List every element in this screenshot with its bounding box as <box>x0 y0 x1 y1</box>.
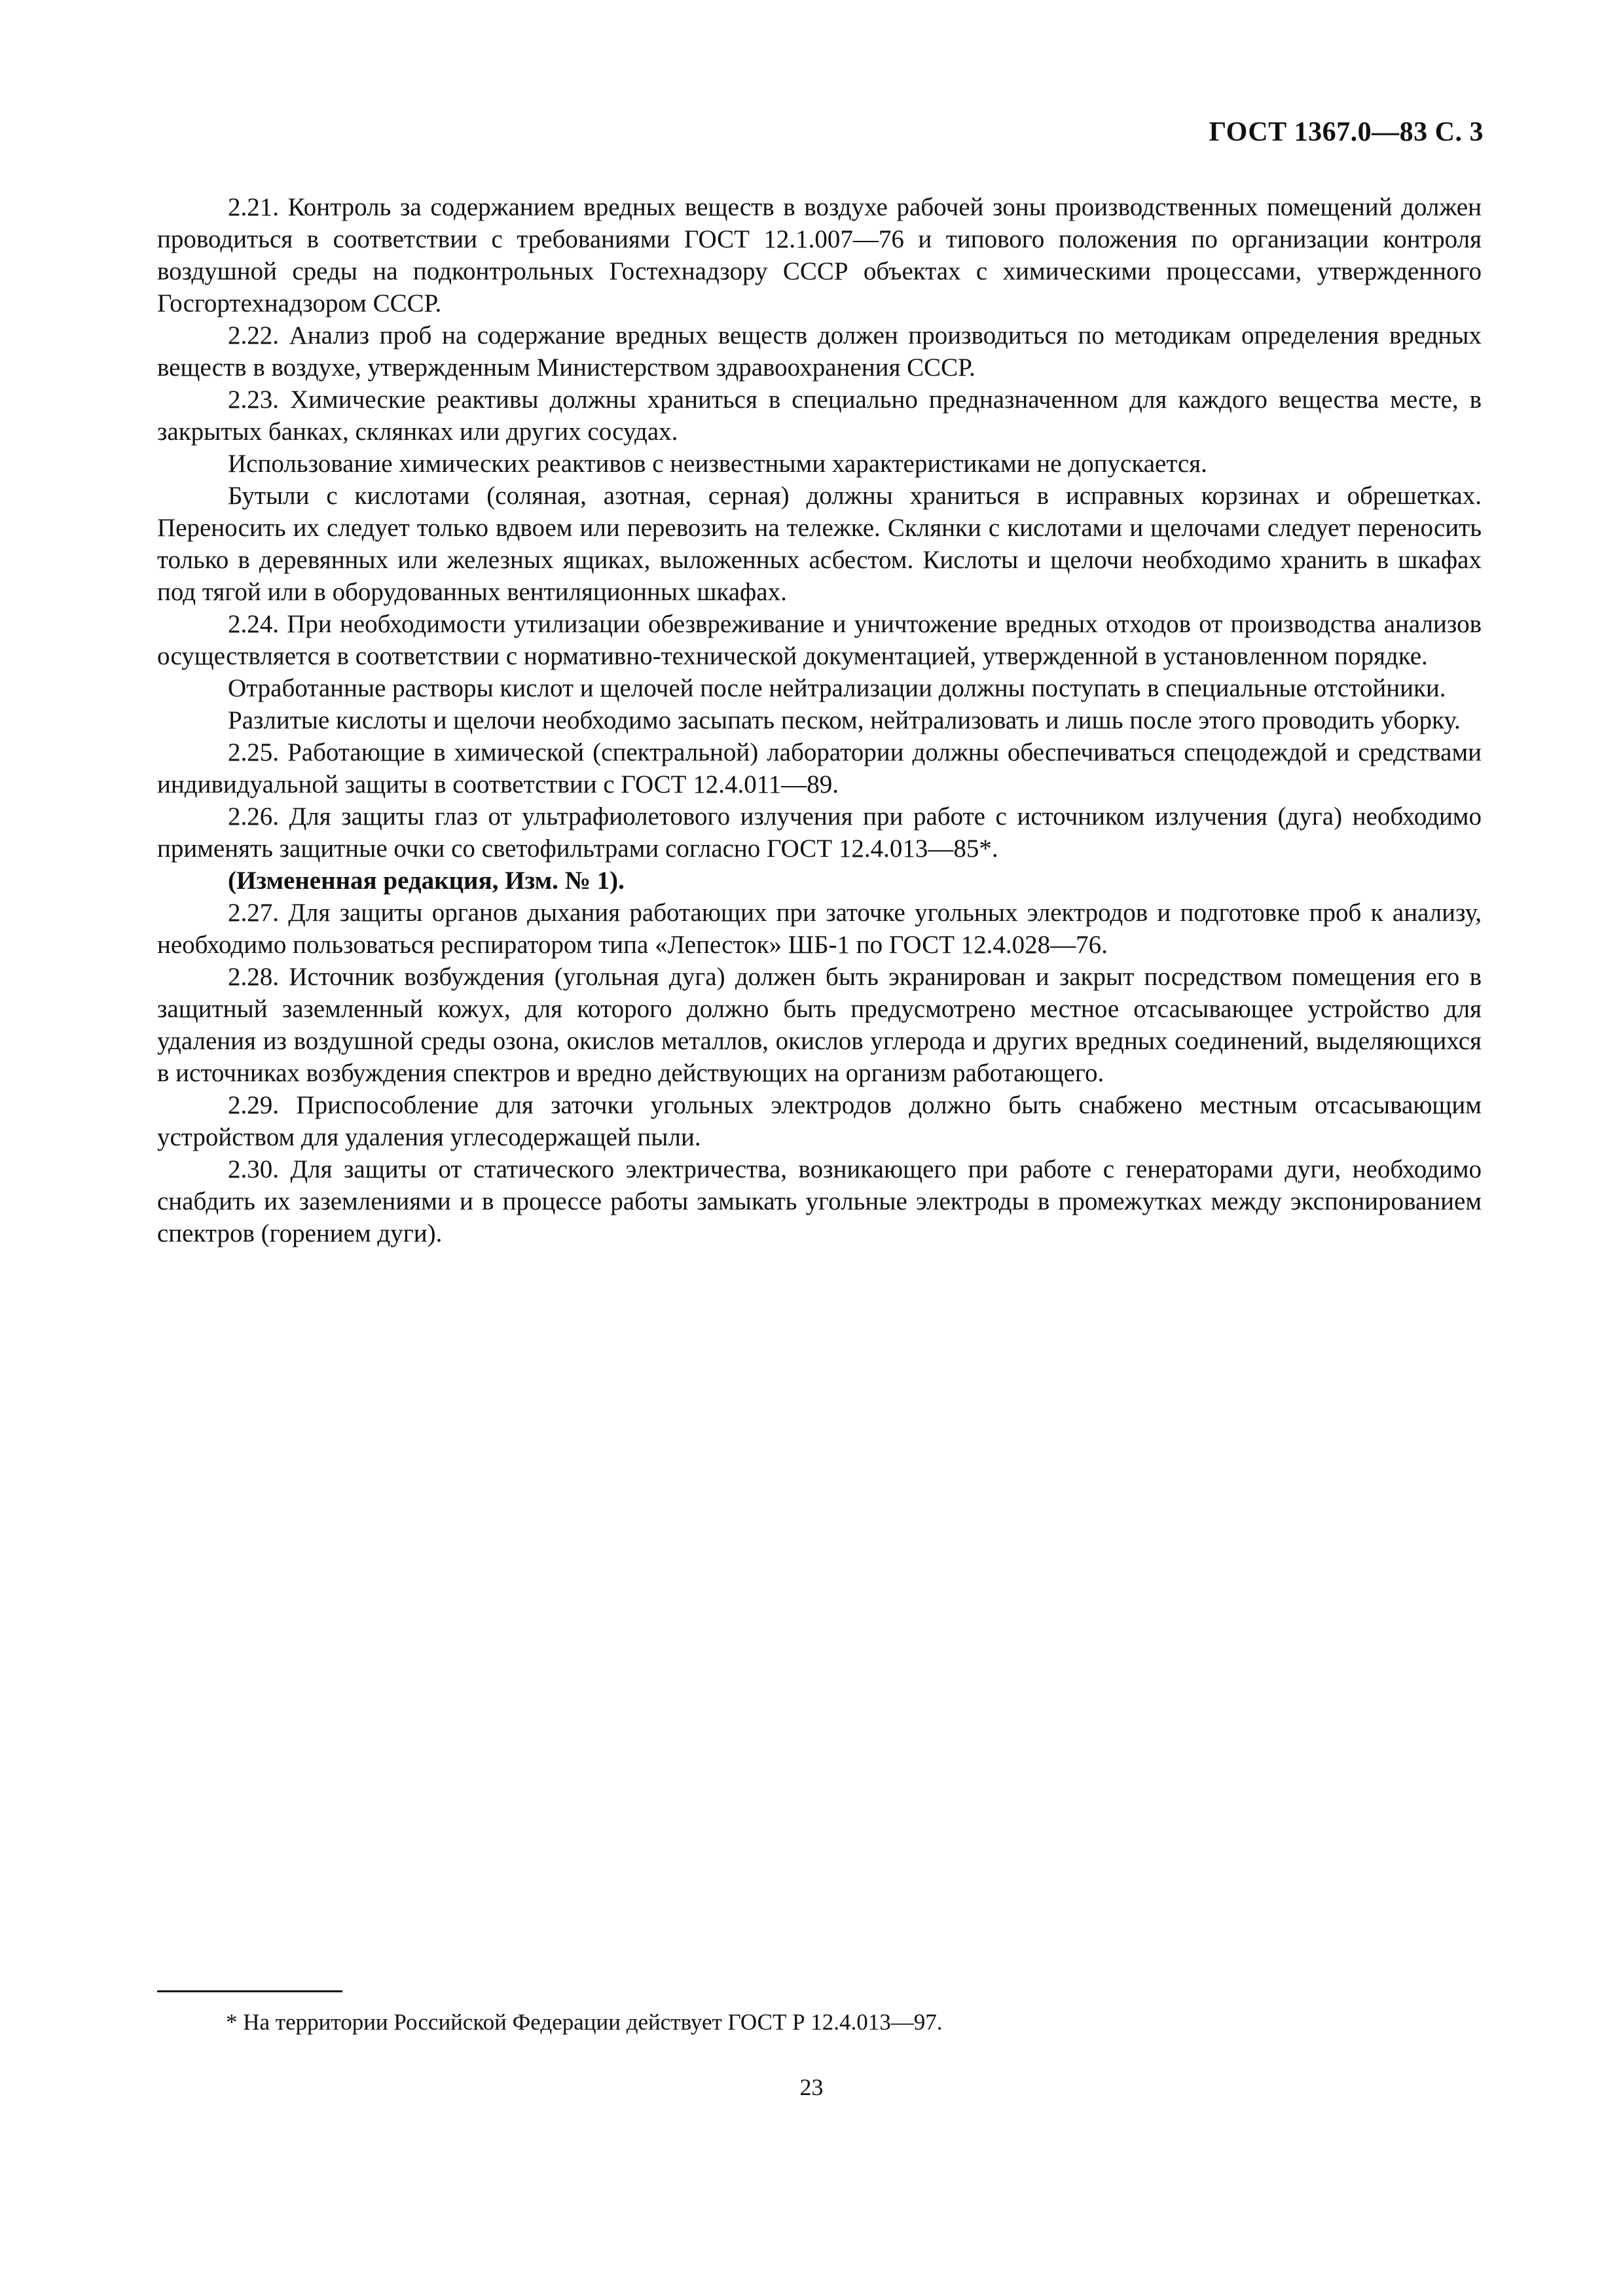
paragraph-2-28: 2.28. Источник возбуждения (угольная дуга) должен быть экранирован и закрыт посредством помещения его в защитный заземленный кожух, для которого должно быть предусмотрено местное отсасывающее устройство для удаления из воздушной среды озона, окислов металлов, окислов углерода и других вредных соединений, выделяющихся в источниках возбуждения спектров и вредно действующих на организм работающего. <box>157 963 1482 1087</box>
paragraph-spent-solutions: Отработанные растворы кислот и щелочей после нейтрализации должны поступать в специальные отстойники. <box>228 674 1446 702</box>
paragraph-2-22: 2.22. Анализ проб на содержание вредных веществ должен производиться по методикам определения вредных веществ в воздухе, утвержденным Министерством здравоохранения СССР. <box>157 321 1482 382</box>
paragraph-2-24: 2.24. При необходимости утилизации обезвреживание и уничтожение вредных отходов от производства анализов осуществляется в соответствии с нормативно-технической документацией, утвержденной в установленном порядке. <box>157 610 1482 670</box>
paragraph-2-30: 2.30. Для защиты от статического электричества, возникающего при работе с генераторами дуги, необходимо снабдить их заземлениями и в процессе работы замыкать угольные электроды в промежутках между экспонированием спектров (горением дуги). <box>157 1155 1482 1247</box>
paragraph-acid-bottles: Бутыли с кислотами (соляная, азотная, серная) должны храниться в исправных корзинах и обрешетках. Переносить их следует только вдвоем или перевозить на тележке. Склянки с кислотами и щелочами следует переносить только в деревянных или железных ящиках, выложенных асбестом. Кислоты и щелочи необходимо хранить в шкафах под тягой или в оборудованных вентиляционных шкафах. <box>157 482 1482 606</box>
footnote-divider <box>157 1990 342 1992</box>
paragraph-spilled-acids: Разлитые кислоты и щелочи необходимо засыпать песком, нейтрализовать и лишь после этого проводить уборку. <box>228 706 1461 734</box>
paragraph-2-27: 2.27. Для защиты органов дыхания работающих при заточке угольных электродов и подготовке проб к анализу, необходимо пользоваться респиратором типа «Лепесток» ШБ-1 по ГОСТ 12.4.028—76. <box>157 899 1482 959</box>
page-header: ГОСТ 1367.0—83 С. 3 <box>1209 117 1484 147</box>
paragraph-2-26: 2.26. Для защиты глаз от ультрафиолетового излучения при работе с источником излучения (дуга) необходимо применять защитные очки со светофильтрами согласно ГОСТ 12.4.013—85*. <box>157 802 1482 863</box>
paragraph-2-25: 2.25. Работающие в химической (спектральной) лаборатории должны обеспечиваться спецодеждой и средствами индивидуальной защиты в соответствии с ГОСТ 12.4.011—89. <box>157 738 1482 798</box>
amendment-note: (Измененная редакция, Изм. № 1). <box>228 867 625 895</box>
paragraph-2-23: 2.23. Химические реактивы должны храниться в специально предназначенном для каждого вещества месте, в закрытых банках, склянках или других сосудах. <box>157 386 1482 446</box>
page-number: 23 <box>799 2074 824 2100</box>
document-body <box>157 191 1482 1249</box>
footnote: * На территории Российской Федерации действует ГОСТ Р 12.4.013—97. <box>226 2009 943 2035</box>
paragraph-2-21: 2.21. Контроль за содержанием вредных веществ в воздухе рабочей зоны производственных помещений должен проводиться в соответствии с требованиями ГОСТ 12.1.007—76 и типового положения по организации контроля воздушной среды на подконтрольных Гостехнадзору СССР объектах с химическими процессами, утвержденного Госгортехнадзором СССР. <box>157 193 1482 317</box>
paragraph-2-29: 2.29. Приспособление для заточки угольных электродов должно быть снабжено местным отсасывающим устройством для удаления углесодержащей пыли. <box>157 1091 1482 1151</box>
paragraph-reagents-unknown: Использование химических реактивов с неизвестными характеристиками не допускается. <box>228 450 1207 478</box>
